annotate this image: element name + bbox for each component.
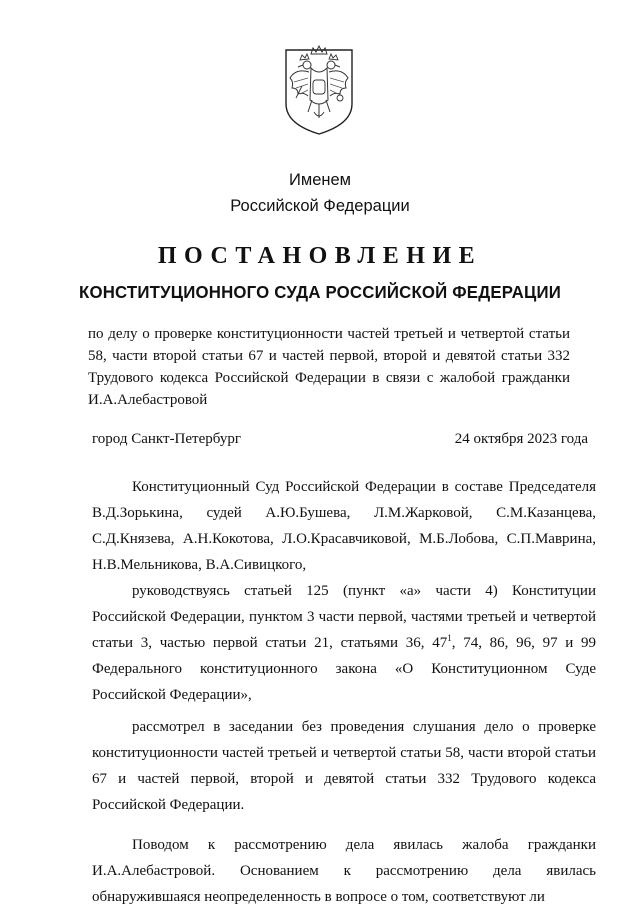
paragraph-legal-basis bbox=[92, 578, 596, 708]
city-label: город Санкт-Петербург bbox=[92, 431, 241, 447]
paragraph-reason: Поводом к рассмотрению дела явилась жалоба гражданки И.А.Алебастровой. Основанием к рассмотрению дела явилась обнаружившаяся неопределенность в вопросе о том, соответствуют ли bbox=[92, 837, 596, 905]
russian-coat-of-arms-icon bbox=[278, 38, 360, 138]
date-label: 24 октября 2023 года bbox=[454, 431, 588, 447]
russian-federation-line: Российской Федерации bbox=[230, 197, 410, 215]
document-subtitle: КОНСТИТУЦИОННОГО СУДА РОССИЙСКОЙ ФЕДЕРАЦИИ bbox=[78, 282, 562, 302]
legal-basis-text-end: , 74, 86, 96, 97 и 99 Федерального конституционного закона «О Конституционном Суде Российской Федерации», bbox=[92, 635, 597, 703]
in-the-name-line: Именем bbox=[288, 171, 351, 189]
paragraph-considered: рассмотрел в заседании без проведения слушания дело о проверке конституционности частей третьей и четвертой статьи 58, части второй статьи 67 и частей первой, второй и девятой статьи 332 Трудового кодекса Российской Федерации. bbox=[92, 719, 596, 813]
case-subject: по делу о проверке конституционности частей третьей и четвертой статьи 58, части второй статьи 67 и частей первой, второй и девятой статьи 332 Трудового кодекса Российской Федерации в связи с жалобой гражданки И.А.Алебастровой bbox=[88, 326, 570, 408]
article-superscript: 1 bbox=[447, 633, 452, 643]
document-title: ПОСТАНОВЛЕНИЕ bbox=[157, 243, 483, 269]
document-body bbox=[92, 474, 596, 910]
paragraph-composition: Конституционный Суд Российской Федерации в составе Председателя В.Д.Зорькина, судей А.Ю.Бушева, Л.М.Жарковой, С.М.Казанцева, С.Д.Князева, А.Н.Кокотова, Л.О.Красавчиковой, М.Б.Лобова, С.П.Маврина, Н.В.Мельникова, В.А.Сивицкого, bbox=[92, 479, 596, 573]
coat-of-arms-emblem bbox=[278, 38, 360, 138]
legal-basis-text-start: руководствуясь статьей 125 (пункт «а» части 4) Конституции Российской Федерации, пунктом 3 части первой, частями третьей и четвертой статьи 3, частью первой статьи 21, статьями 36, 47 bbox=[92, 583, 596, 651]
